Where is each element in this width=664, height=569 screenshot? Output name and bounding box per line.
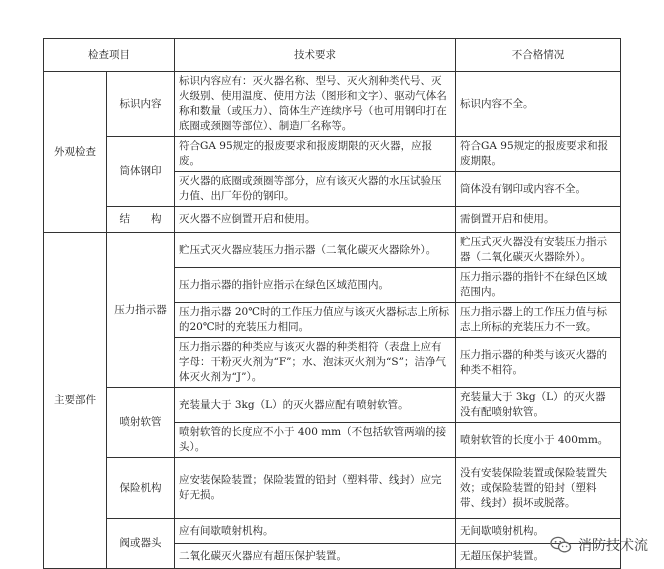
requirement-cell: 应有间歇喷射机构。 [175, 519, 456, 544]
watermark [550, 535, 648, 555]
failure-cell: 没有安装保险装置或保险装置失效；或保险装置的铅封（塑料带、线封）损坏或脱落。 [456, 458, 621, 519]
subitem-cell: 喷射软管 [107, 388, 175, 458]
watermark-text: 消防技术流 [578, 538, 648, 554]
requirement-cell: 喷射软管的长度应不小于 400 mm（不包括软管两端的接头）。 [175, 423, 456, 458]
header-requirement: 技术要求 [175, 39, 456, 72]
table-row [44, 207, 621, 233]
failure-cell: 贮压式灭火器没有安装压力指示器（二氧化碳灭火器除外）。 [456, 233, 621, 268]
requirement-cell: 灭火器不应倒置开启和使用。 [175, 207, 456, 233]
header-row [44, 39, 621, 72]
requirement-cell: 压力指示器 20℃时的工作压力值应与该灭火器标志上所标的20℃时的充装压力相同。 [175, 303, 456, 338]
table-row [44, 458, 621, 519]
table-row [44, 137, 621, 172]
table-row [44, 72, 621, 137]
category-cell: 主要部件 [44, 233, 107, 569]
failure-cell: 无超压保护装置。 [456, 544, 621, 569]
category-cell: 外观检查 [44, 72, 107, 233]
subitem-cell: 结 构 [107, 207, 175, 233]
failure-cell: 压力指示器上的工作压力值与标志上所标的充装压力不一致。 [456, 303, 621, 338]
subitem-cell: 保险机构 [107, 458, 175, 519]
failure-cell: 标识内容不全。 [456, 72, 621, 137]
failure-cell: 充装量大于 3kg（L）的灭火器没有配喷射软管。 [456, 388, 621, 423]
subitem-cell: 标识内容 [107, 72, 175, 137]
failure-cell: 喷射软管的长度小于 400mm。 [456, 423, 621, 458]
table-row [44, 388, 621, 423]
subitem-cell: 筒体钢印 [107, 137, 175, 207]
table-row [44, 233, 621, 268]
failure-cell: 需倒置开启和使用。 [456, 207, 621, 233]
failure-cell: 筒体没有钢印或内容不全。 [456, 172, 621, 207]
table-row [44, 519, 621, 544]
failure-cell: 压力指示器的指针不在绿色区域范围内。 [456, 268, 621, 303]
header-failure: 不合格情况 [456, 39, 621, 72]
failure-cell: 符合GA 95规定的报废要求和报废期限。 [456, 137, 621, 172]
failure-cell: 无间歇喷射机构。 [456, 519, 621, 544]
inspection-table [43, 38, 621, 569]
subitem-cell: 阀或器头 [107, 519, 175, 569]
header-item: 检查项目 [44, 39, 175, 72]
subitem-cell: 压力指示器 [107, 233, 175, 388]
requirement-cell: 贮压式灭火器应装压力指示器（二氧化碳灭火器除外）。 [175, 233, 456, 268]
requirement-cell: 压力指示器的种类应与该灭火器的种类相符（表盘上应有字母：干粉灭火剂为“F”；水、泡沫灭火剂为“S”；洁净气体灭火剂为“J”）。 [175, 338, 456, 388]
requirement-cell: 二氧化碳灭火器应有超压保护装置。 [175, 544, 456, 569]
requirement-cell: 充装量大于 3kg（L）的灭火器应配有喷射软管。 [175, 388, 456, 423]
requirement-cell: 压力指示器的指针应指示在绿色区域范围内。 [175, 268, 456, 303]
requirement-cell: 标识内容应有：灭火器名称、型号、灭火剂种类代号、灭火级别、使用温度、使用方法（图形和文字）、驱动气体名称和数量（或压力）、筒体生产连续序号（也可用钢印打在底圈或颈圈等部位）、制造厂名称等。 [175, 72, 456, 137]
failure-cell: 压力指示器的种类与该灭火器的种类不相符。 [456, 338, 621, 388]
requirement-cell: 应安装保险装置；保险装置的铅封（塑料带、线封）应完好无损。 [175, 458, 456, 519]
requirement-cell: 符合GA 95规定的报废要求和报废期限的灭火器，应报废。 [175, 137, 456, 172]
wechat-icon [550, 536, 572, 554]
requirement-cell: 灭火器的底圈或颈圈等部分，应有该灭火器的水压试验压力值、出厂年份的钢印。 [175, 172, 456, 207]
